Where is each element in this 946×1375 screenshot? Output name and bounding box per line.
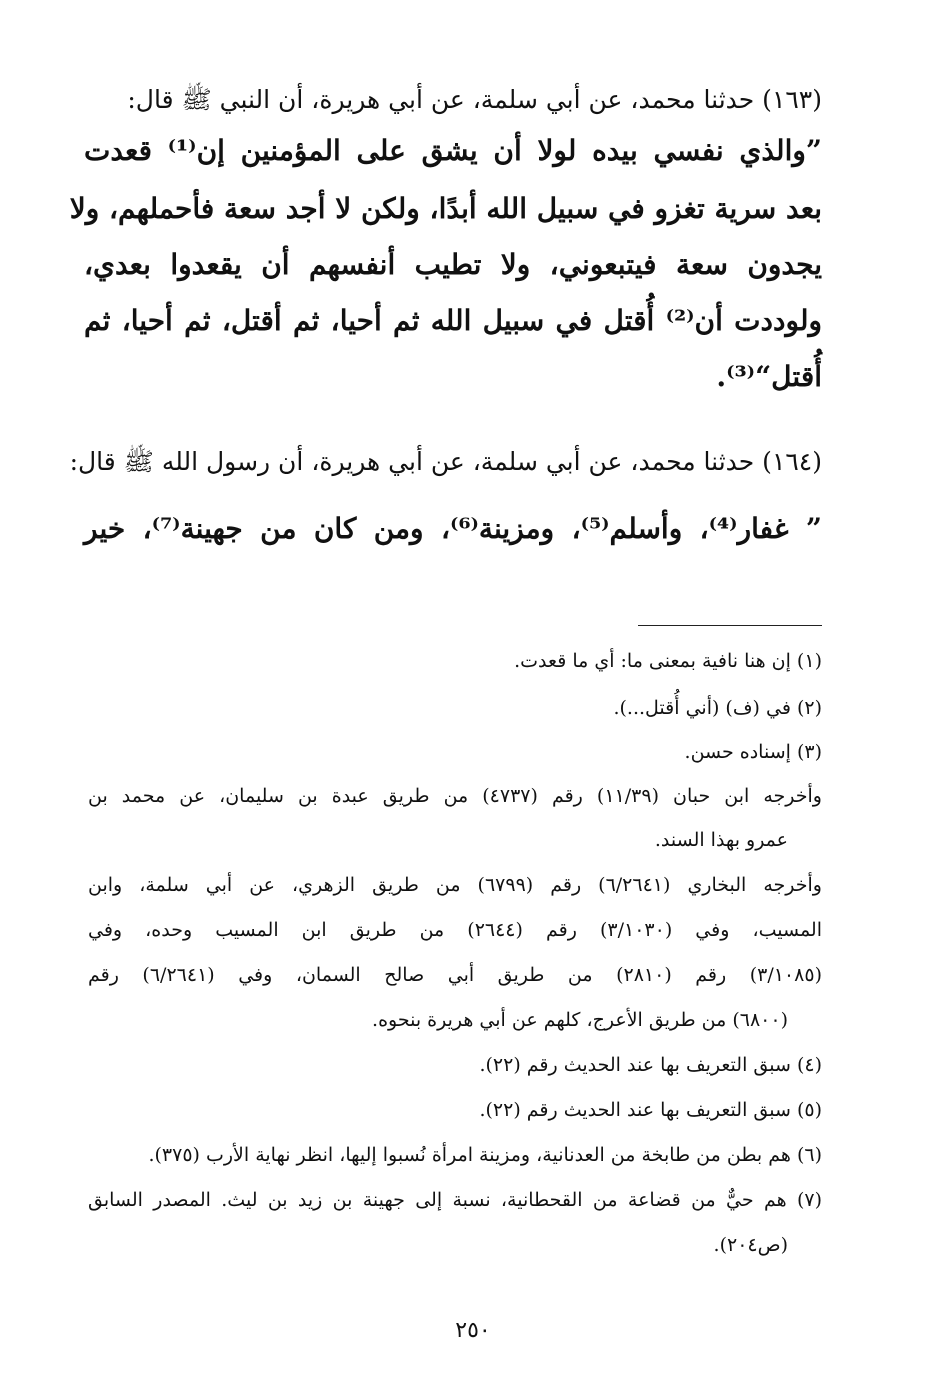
page-number: ٢٥٠: [455, 1318, 491, 1343]
hadith-163-line-3: يجدون سعة فيتبعوني، ولا تطيب أنفسهم أن يقعدوا بعدي،: [84, 248, 822, 281]
footnote-3-line-4: وأخرجه البخاري (٦/٢٦٤١) رقم (٦٧٩٩) من طريق الزهري، عن أبي سلمة، وابن: [88, 874, 822, 896]
footnote-3-line-2: وأخرجه ابن حبان (١١/٣٩) رقم (٤٧٣٧) من طريق عبدة بن سليمان، عن محمد بن: [88, 785, 822, 807]
hadith-163-line-1: ”والذي نفسي بيده لولا أن يشق على المؤمنين إن⁽¹⁾ قعدت: [84, 134, 822, 167]
hadith-163-line-4: ولوددت أن⁽²⁾ أُقتل في سبيل الله ثم أحيا، ثم أقتل، ثم أحيا، ثم: [84, 304, 822, 337]
footnote-3: (٣) إسناده حسن.: [684, 741, 822, 763]
footnote-1: (١) إن هنا نافية بمعنى ما: أي ما قعدت.: [514, 650, 822, 672]
hadith-163-line-5: أُقتل“⁽³⁾.: [716, 360, 822, 393]
hadith-164-intro: (١٦٤) حدثنا محمد، عن أبي سلمة، عن أبي هريرة، أن رسول الله ﷺ قال:: [69, 447, 822, 476]
footnote-3-line-6: (٣/١٠٨٥) رقم (٢٨١٠) من طريق أبي صالح السمان، وفي (٦/٢٦٤١) رقم: [88, 964, 822, 986]
footnote-3-line-3: عمرو بهذا السند.: [654, 829, 788, 851]
footnote-separator: [638, 625, 822, 626]
footnote-3-line-7: (٦٨٠٠) من طريق الأعرج، كلهم عن أبي هريرة بنحوه.: [372, 1009, 788, 1031]
footnote-7-line-2: (ص٢٠٤).: [713, 1234, 788, 1256]
footnote-2: (٢) في (ف) (أني أُقتل...).: [613, 697, 822, 719]
footnote-4: (٤) سبق التعريف بها عند الحديث رقم (٢٢).: [479, 1054, 822, 1076]
hadith-164-line-1: ” غفار⁽⁴⁾، وأسلم⁽⁵⁾، ومزينة⁽⁶⁾، ومن كان من جهينة⁽⁷⁾، خير: [84, 512, 822, 545]
footnote-6: (٦) هم بطن من طابخة من العدنانية، ومزينة امرأة نُسبوا إليها، انظر نهاية الأرب (٣٧٥).: [148, 1144, 822, 1166]
footnote-5: (٥) سبق التعريف بها عند الحديث رقم (٢٢).: [479, 1099, 822, 1121]
footnote-3-line-5: المسيب، وفي (٣/١٠٣٠) رقم (٢٦٤٤) من طريق ابن المسيب وحده، وفي: [88, 919, 822, 941]
footnote-7: (٧) هم حيٌّ من قضاعة من القحطانية، نسبة إلى جهينة بن زيد بن ليث. المصدر السابق: [88, 1189, 822, 1211]
hadith-163-line-2: بعد سرية تغزو في سبيل الله أبدًا، ولكن لا أجد سعة فأحملهم، ولا: [69, 192, 822, 225]
hadith-163-intro: (١٦٣) حدثنا محمد، عن أبي سلمة، عن أبي هريرة، أن النبي ﷺ قال:: [127, 85, 822, 114]
